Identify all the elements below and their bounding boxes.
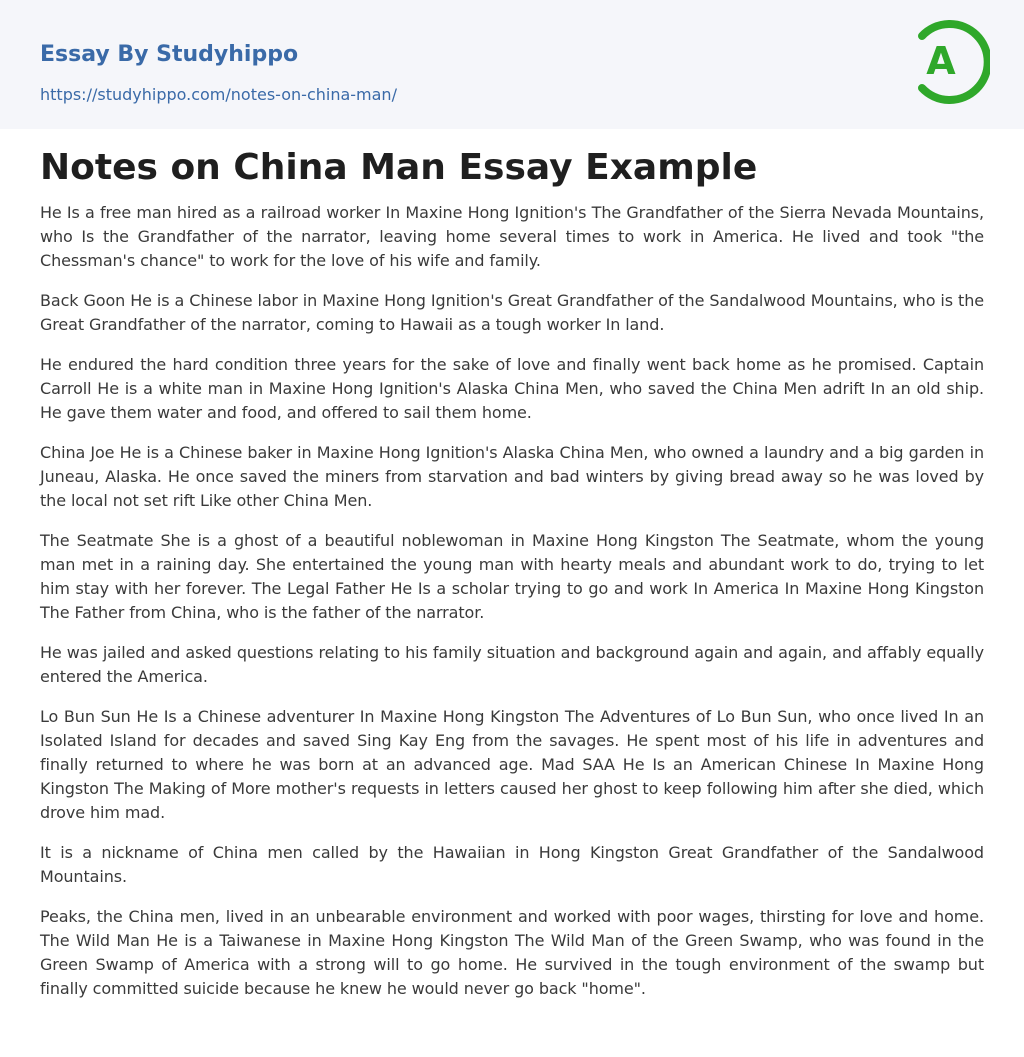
article-body bbox=[40, 201, 984, 1001]
article bbox=[0, 149, 1024, 1001]
site-brand[interactable]: Essay By Studyhippo bbox=[40, 42, 299, 67]
paragraph: The Seatmate She is a ghost of a beautiful noblewoman in Maxine Hong Kingston The Seatmate, whom the young man met in a raining day. She entertained the young man with hearty meals and abundant work to do, trying to let him stay with her forever. The Legal Father He Is a scholar trying to go and work In America In Maxine Hong Kingston The Father from China, who is the father of the narrator. bbox=[40, 531, 984, 622]
paragraph: Back Goon He is a Chinese labor in Maxine Hong Ignition's Great Grandfather of the Sandalwood Mountains, who is the Great Grandfather of the narrator, coming to Hawaii as a tough worker In land. bbox=[40, 291, 984, 334]
studyhippo-logo[interactable] bbox=[906, 16, 990, 108]
paragraph: Lo Bun Sun He Is a Chinese adventurer In Maxine Hong Kingston The Adventures of Lo Bun Sun, who once lived In an Isolated Island for decades and saved Sing Kay Eng from the savages. He spent most of his life in adventures and finally returned to where he was born at an advanced age. Mad SAA He Is an American Chinese In Maxine Hong Kingston The Making of More mother's requests in letters caused her ghost to keep following him after she died, which drove him mad. bbox=[40, 707, 984, 822]
logo-letter: A bbox=[926, 39, 956, 83]
paragraph: He was jailed and asked questions relating to his family situation and background again and again, and affably equally entered the America. bbox=[40, 643, 984, 686]
paragraph: He Is a free man hired as a railroad worker In Maxine Hong Ignition's The Grandfather of the Sierra Nevada Mountains, who Is the Grandfather of the narrator, leaving home several times to work in America. He lived and took "the Chessman's chance" to work for the love of his wife and family. bbox=[40, 203, 984, 270]
page-url-link[interactable]: https://studyhippo.com/notes-on-china-man/ bbox=[40, 85, 397, 104]
paragraph: It is a nickname of China men called by the Hawaiian in Hong Kingston Great Grandfather of the Sandalwood Mountains. bbox=[40, 843, 984, 886]
page-title: Notes on China Man Essay Example bbox=[40, 147, 758, 188]
paragraph: Peaks, the China men, lived in an unbearable environment and worked with poor wages, thirsting for love and home. The Wild Man He is a Taiwanese in Maxine Hong Kingston The Wild Man of the Green Swamp, who was found in the Green Swamp of America with a strong will to go home. He survived in the tough environment of the swamp but finally committed suicide because he knew he would never go back "home". bbox=[40, 907, 984, 998]
paragraph: He endured the hard condition three years for the sake of love and finally went back home as he promised. Captain Carroll He is a white man in Maxine Hong Ignition's Alaska China Men, who saved the China Men adrift In an old ship. He gave them water and food, and offered to sail them home. bbox=[40, 355, 984, 422]
logo-icon bbox=[906, 16, 990, 108]
site-header bbox=[0, 0, 1024, 129]
paragraph: China Joe He is a Chinese baker in Maxine Hong Ignition's Alaska China Men, who owned a laundry and a big garden in Juneau, Alaska. He once saved the miners from starvation and bad winters by giving bread away so he was loved by the local not set rift Like other China Men. bbox=[40, 443, 984, 510]
